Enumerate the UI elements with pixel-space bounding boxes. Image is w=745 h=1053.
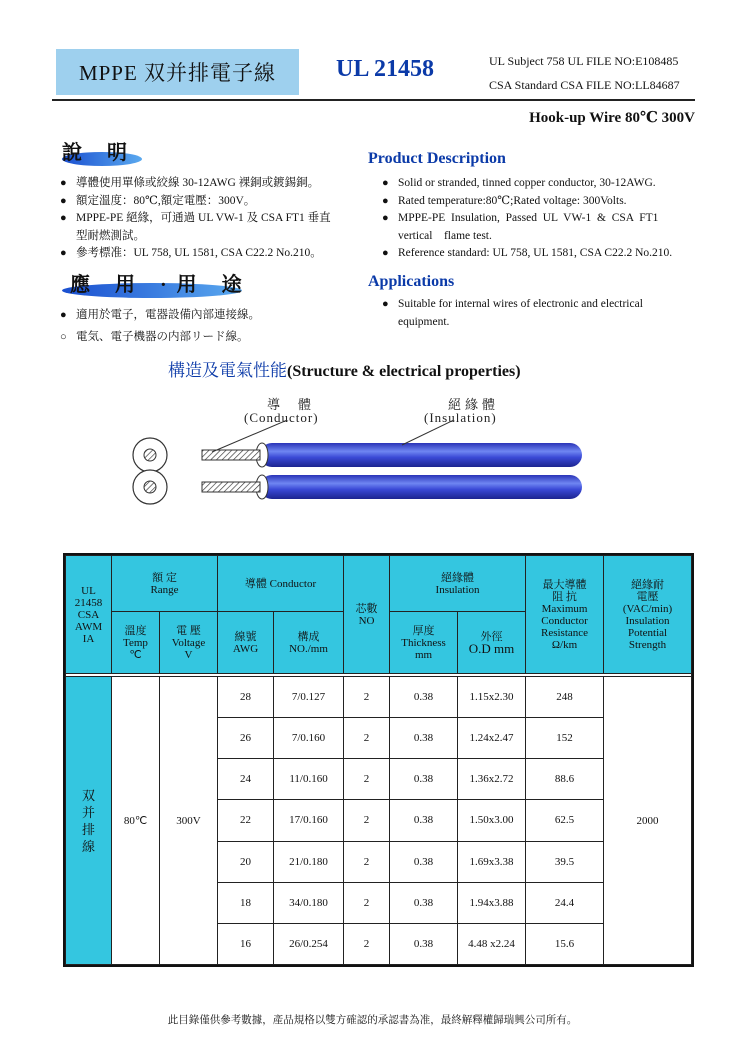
- list-item: ○ 電気、電子機器の内部リード線。: [60, 331, 249, 343]
- list-item: ● 導體使用單條或絞線 30-12AWG 裸銅或鍍錫銅。: [60, 177, 320, 189]
- awg-cell: 18: [218, 882, 274, 923]
- awg-cell: 16: [218, 923, 274, 964]
- awg-cell: 28: [218, 677, 274, 718]
- list-item: ● Suitable for internal wires of electronic and electrical: [382, 298, 643, 310]
- wire-structure-diagram: [120, 420, 600, 520]
- od-cell: 1.50x3.00: [458, 800, 526, 841]
- product-title: MPPE 双并排電子線: [78, 61, 277, 85]
- list-item: ● 參考標准：UL 758, UL 1581, CSA C22.2 No.210。: [60, 247, 322, 259]
- construction-cell: 17/0.160: [274, 800, 344, 841]
- cores-cell: 2: [344, 882, 390, 923]
- od-cell: 1.15x2.30: [458, 677, 526, 718]
- header-resistance: 最大導體 阻 抗 Maximum Conductor Resistance Ω/km: [526, 556, 604, 674]
- description-cn-list: [60, 175, 360, 263]
- construction-cell: 11/0.160: [274, 759, 344, 800]
- applications-cn-heading: 應 用 ·用 途: [70, 274, 252, 296]
- insulation-label-en: (Insulation): [424, 410, 497, 425]
- spec-table: [63, 553, 694, 967]
- resistance-cell: 152: [526, 718, 604, 759]
- header-rated: 額 定 Range: [112, 556, 218, 612]
- list-item-continuation: vertical flame test.: [398, 229, 492, 242]
- od-cell: 4.48 x2.24: [458, 923, 526, 964]
- header-od: 外徑 O.D mm: [458, 612, 526, 674]
- description-en-list: [382, 175, 700, 263]
- insulation-leader-line: [402, 420, 458, 445]
- construction-cell: 21/0.180: [274, 841, 344, 882]
- od-cell: 1.24x2.47: [458, 718, 526, 759]
- resistance-cell: 24.4: [526, 882, 604, 923]
- wire-body: [256, 443, 582, 499]
- header-voltage: 電 壓 Voltage V: [160, 612, 218, 674]
- hookup-title: Hook-up Wire 80℃ 300V: [529, 110, 695, 126]
- od-cell: 1.36x2.72: [458, 759, 526, 800]
- product-title-box: [56, 49, 299, 95]
- ul-number: UL 21458: [336, 56, 435, 82]
- cores-cell: 2: [344, 677, 390, 718]
- thickness-cell: 0.38: [390, 882, 458, 923]
- construction-cell: 26/0.254: [274, 923, 344, 964]
- applications-en-heading: Applications: [368, 273, 455, 290]
- header-voltage-strength: 絕緣耐 電壓 (VAC/min) Insulation Potential Strength: [604, 556, 692, 674]
- awg-cell: 26: [218, 718, 274, 759]
- table-row: [66, 677, 692, 718]
- header-temp: 溫度 Temp ℃: [112, 612, 160, 674]
- wire-type-label: 双 并 排 線: [66, 677, 112, 965]
- list-item-continuation: 型耐燃測試。: [76, 229, 145, 242]
- cores-cell: 2: [344, 759, 390, 800]
- thickness-cell: 0.38: [390, 677, 458, 718]
- insulation-label-cn: 絕緣體: [448, 397, 500, 412]
- temp-value: 80℃: [112, 677, 160, 965]
- list-item: ● Rated temperature:80℃;Rated voltage: 300Volts.: [382, 194, 627, 207]
- header-thickness: 厚度 Thickness mm: [390, 612, 458, 674]
- thickness-cell: 0.38: [390, 759, 458, 800]
- awg-cell: 20: [218, 841, 274, 882]
- list-item: ● Reference standard: UL 758, UL 1581, CSA C22.2 No.210.: [382, 247, 673, 259]
- od-cell: 1.69x3.38: [458, 841, 526, 882]
- conductor-label-en: (Conductor): [244, 410, 319, 425]
- list-item: ● MPPE-PE Insulation, Passed UL VW-1 & CSA FT1: [382, 212, 659, 224]
- header-construction: 構成 NO./mm: [274, 612, 344, 674]
- header-ul: UL 21458 CSA AWM IA: [66, 556, 112, 674]
- cores-cell: 2: [344, 800, 390, 841]
- resistance-cell: 62.5: [526, 800, 604, 841]
- thickness-cell: 0.38: [390, 800, 458, 841]
- structure-title-en: (Structure & electrical properties): [287, 363, 521, 380]
- thickness-cell: 0.38: [390, 718, 458, 759]
- list-item: ● Solid or stranded, tinned copper conductor, 30-12AWG.: [382, 177, 656, 189]
- construction-cell: 34/0.180: [274, 882, 344, 923]
- resistance-cell: 88.6: [526, 759, 604, 800]
- list-item: ● 額定溫度：80℃,額定電壓：300V。: [60, 194, 256, 207]
- od-cell: 1.94x3.88: [458, 882, 526, 923]
- strength-value: 2000: [604, 677, 692, 965]
- cores-cell: 2: [344, 923, 390, 964]
- applications-cn-list: [60, 304, 360, 348]
- header-insulation: 絕緣體 Insulation: [390, 556, 526, 612]
- footer-disclaimer: 此目錄僅供參考數據，產品規格以雙方確認的承認書為准，最終解釋權歸瑞興公司所有。: [167, 1015, 578, 1026]
- list-item-continuation: equipment.: [398, 315, 450, 328]
- awg-cell: 22: [218, 800, 274, 841]
- description-cn-heading: 說 明: [62, 142, 137, 164]
- thickness-cell: 0.38: [390, 923, 458, 964]
- cores-cell: 2: [344, 841, 390, 882]
- header-divider: [52, 99, 695, 101]
- cross-section-icon: [133, 438, 167, 504]
- voltage-value: 300V: [160, 677, 218, 965]
- standard-line-2: CSA Standard CSA FILE NO:LL84687: [489, 78, 680, 92]
- standard-line-1: UL Subject 758 UL FILE NO:E108485: [489, 54, 679, 68]
- construction-cell: 7/0.160: [274, 718, 344, 759]
- awg-cell: 24: [218, 759, 274, 800]
- structure-title-cn: 構造及電氣性能: [168, 361, 287, 380]
- structure-title: [168, 356, 521, 381]
- list-item: ● 適用於電子，電器設備內部連接線。: [60, 309, 260, 321]
- resistance-cell: 15.6: [526, 923, 604, 964]
- cores-cell: 2: [344, 718, 390, 759]
- conductor-label-cn: 導 體: [267, 397, 313, 412]
- conductor-strands: [202, 450, 260, 492]
- resistance-cell: 39.5: [526, 841, 604, 882]
- list-item: ● MPPE-PE 絕緣，可通過 UL VW-1 及 CSA FT1 垂直: [60, 212, 331, 224]
- construction-cell: 7/0.127: [274, 677, 344, 718]
- description-en-heading: Product Description: [368, 150, 506, 167]
- header-awg: 線號 AWG: [218, 612, 274, 674]
- resistance-cell: 248: [526, 677, 604, 718]
- applications-en-list: [382, 296, 682, 331]
- thickness-cell: 0.38: [390, 841, 458, 882]
- header-cores: 芯數 NO: [344, 556, 390, 674]
- header-conductor: 導體 Conductor: [218, 556, 344, 612]
